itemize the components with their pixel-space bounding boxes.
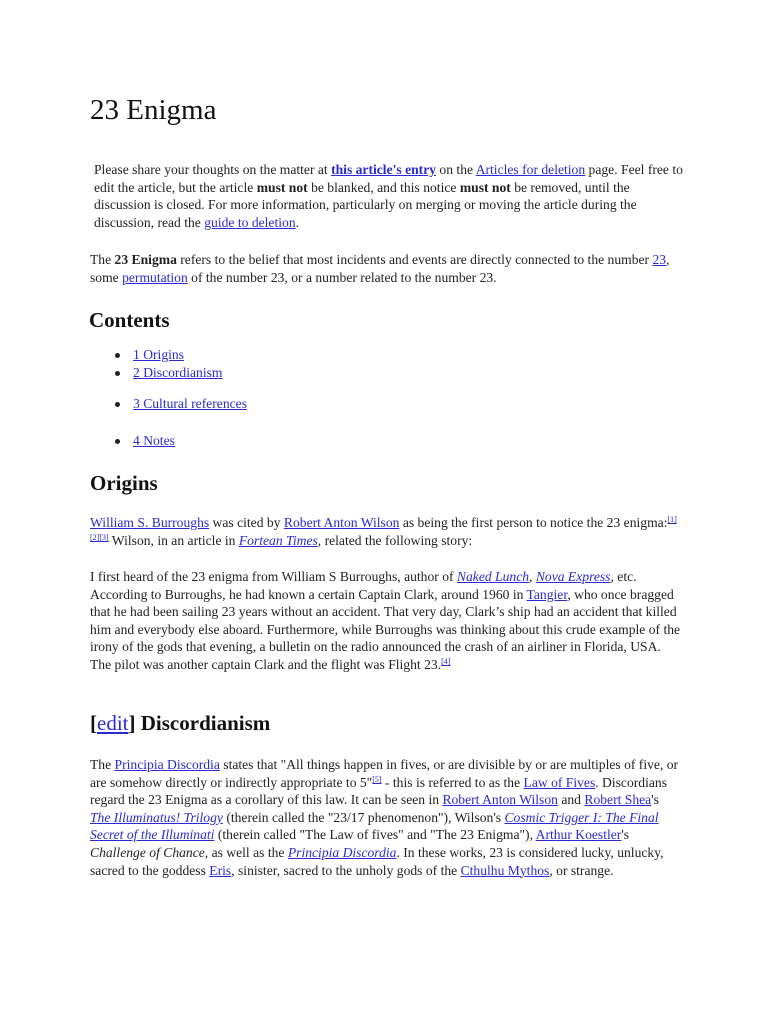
toc-item [90, 364, 490, 382]
toc-item [90, 395, 490, 413]
arthur-koestler-link[interactable]: Arthur Koestler [535, 827, 622, 843]
deletion-notice: Please share your thoughts on the matter at this article's entry on the Articles for deletion page. Feel free to edit the article, but the article must not be blanked, and this notice must not be removed, until the discussion is closed. For more information, particularly on merging or moving the article during the discussion, read the guide to deletion. [94, 162, 683, 230]
toc-item [90, 346, 490, 364]
robert-shea-link[interactable]: Robert Shea [584, 792, 652, 808]
tangier-link[interactable]: Tangier [526, 586, 568, 602]
permutation-link[interactable]: permutation [122, 269, 188, 285]
origins-heading: Origins [90, 471, 158, 495]
cthulhu-mythos-link[interactable]: Cthulhu Mythos [460, 862, 550, 878]
contents-heading: Contents [89, 308, 170, 332]
reference-1-link[interactable]: [1] [667, 515, 677, 524]
illuminatus-trilogy-link[interactable]: The Illuminatus! Trilogy [90, 809, 223, 825]
guide-to-deletion-link[interactable]: guide to deletion [204, 214, 296, 230]
toc-item [90, 432, 490, 450]
burroughs-quote: I first heard of the 23 enigma from William S Burroughs, author of Naked Lunch, Nova Express, etc. According to Burroughs, he had known a certain Captain Clark, around 1960 in Tangier, who once bragged that he had been sailing 23 years without an accident. That very day, Clark’s ship had an accident that killed him and everybody else aboard. Furthermore, while Burroughs was thinking about this crude example of the irony of the gods that evening, a bulletin on the radio announced the crash of an airliner in Florida, USA. The pilot was another captain Clark and the flight was Flight 23.[4] [90, 569, 681, 672]
eris-link[interactable]: Eris [209, 862, 232, 878]
robert-anton-wilson-link-2[interactable]: Robert Anton Wilson [442, 792, 558, 808]
reference-4-link[interactable]: [4] [441, 656, 451, 666]
burroughs-link[interactable]: William S. Burroughs [90, 515, 210, 530]
discordianism-heading: [edit] Discordianism [90, 711, 271, 735]
page-title: 23 Enigma [90, 94, 217, 126]
edit-section-link[interactable]: edit [97, 711, 129, 735]
origins-paragraph: William S. Burroughs was cited by Robert Anton Wilson as being the first person to notice the 23 enigma:[1][2][3] Wilson, in an article in Fortean Times, related the following story: [90, 515, 677, 548]
discordianism-paragraph: The Principia Discordia states that "All things happen in fives, or are divisible by or are multiples of five, or are somehow directly or indirectly appropriate to 5"[5] - this is referred to as the Law of Fives. Discordians regard the 23 Enigma as a corollary of this law. It can be seen in Robert Anton Wilson and Robert Shea's The Illuminatus! Trilogy (therein called the "23/17 phenomenon"), Wilson's Cosmic Trigger I: The Final Secret of the Illuminati (therein called "The Law of fives" and "The 23 Enigma"), Arthur Koestler's Challenge of Chance, as well as the Principia Discordia. In these works, 23 is considered lucky, unlucky, sacred to the goddess Eris, sinister, sacred to the unholy gods of the Cthulhu Mythos, or strange. [90, 757, 679, 878]
toc-link-discordianism[interactable]: 2 Discordianism [133, 365, 223, 380]
law-of-fives-link[interactable]: Law of Fives [523, 774, 596, 790]
table-of-contents [90, 346, 490, 450]
fortean-times-link[interactable]: Fortean Times [238, 532, 318, 548]
nova-express-link[interactable]: Nova Express [535, 569, 611, 584]
toc-link-cultural-references[interactable]: 3 Cultural references [133, 396, 247, 411]
article-entry-link[interactable]: this article's entry [331, 162, 437, 177]
principia-discordia-link-2[interactable]: Principia Discordia [287, 844, 397, 860]
toc-link-notes[interactable]: 4 Notes [133, 433, 175, 448]
toc-link-origins[interactable]: 1 Origins [133, 347, 184, 362]
reference-5-link[interactable]: [5] [372, 774, 382, 784]
cosmic-trigger-link[interactable]: Cosmic Trigger I: The Final Secret of the Illuminati [90, 809, 659, 843]
robert-anton-wilson-link[interactable]: Robert Anton Wilson [283, 515, 400, 530]
intro-paragraph: The 23 Enigma refers to the belief that most incidents and events are directly connected to the number 23, some permutation of the number 23, or a number related to the number 23. [90, 252, 670, 285]
principia-discordia-link[interactable]: Principia Discordia [114, 757, 220, 772]
number-23-link[interactable]: 23 [652, 252, 667, 267]
articles-for-deletion-link[interactable]: Articles for deletion [475, 162, 586, 177]
reference-3-link[interactable]: [3] [99, 532, 109, 542]
reference-2-link[interactable]: [2] [90, 532, 100, 542]
naked-lunch-link[interactable]: Naked Lunch [456, 569, 530, 584]
